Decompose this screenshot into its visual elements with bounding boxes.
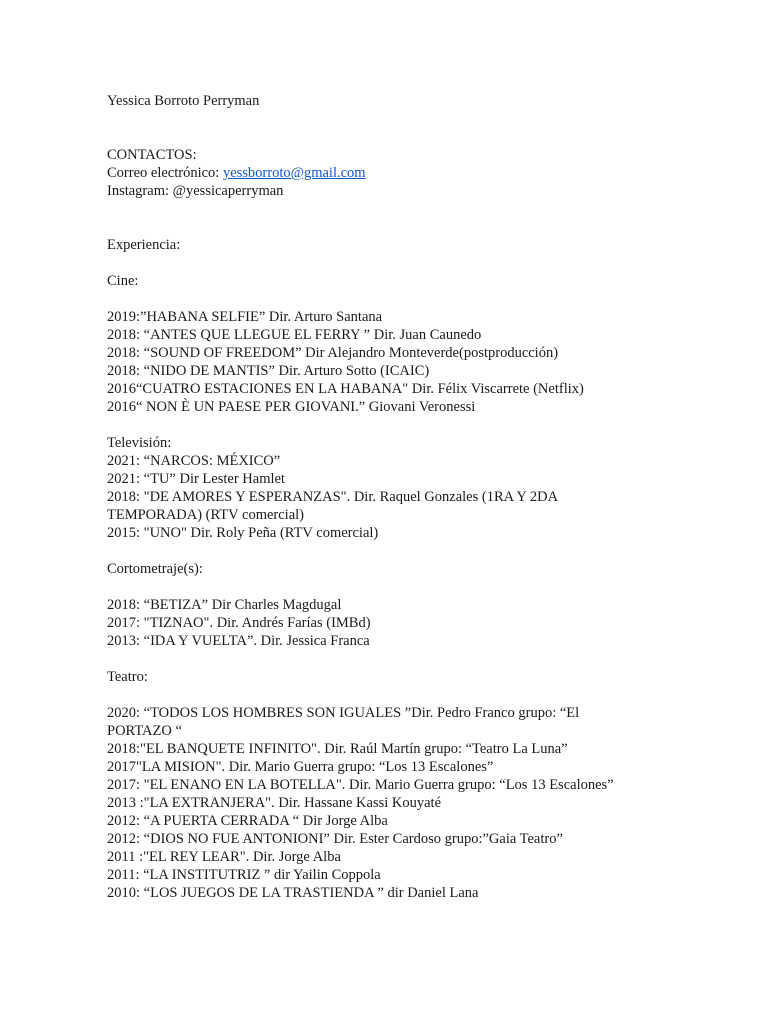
contacts-heading: CONTACTOS:	[107, 147, 197, 163]
cortometraje-item: 2017: "TIZNAO". Dir. Andrés Farías (IMBd)	[107, 615, 371, 631]
email-link[interactable]: yessborroto@gmail.com	[222, 165, 366, 181]
cortometraje-item: 2013: “IDA Y VUELTA”. Dir. Jessica Franca	[107, 633, 370, 649]
teatro-item: 2020: “TODOS LOS HOMBRES SON IGUALES ”Dir. Pedro Franco grupo: “El	[107, 705, 580, 721]
cine-item: 2018: “SOUND OF FREEDOM” Dir Alejandro Monteverde(postproducción)	[107, 345, 559, 361]
cine-item: 2018: “ANTES QUE LLEGUE EL FERRY ” Dir. Juan Caunedo	[107, 327, 482, 343]
teatro-item: 2017"LA MISION". Dir. Mario Guerra grupo: “Los 13 Escalones”	[107, 759, 494, 775]
teatro-item: 2011 :"EL REY LEAR". Dir. Jorge Alba	[107, 849, 341, 865]
experience-heading: Experiencia:	[107, 237, 181, 253]
cine-item: 2018: “NIDO DE MANTIS” Dir. Arturo Sotto (ICAIC)	[107, 363, 430, 379]
television-item: 2021: “TU” Dir Lester Hamlet	[107, 471, 285, 487]
teatro-item: 2010: “LOS JUEGOS DE LA TRASTIENDA ” dir Daniel Lana	[107, 885, 479, 901]
instagram-line: Instagram: @yessicaperryman	[107, 183, 284, 199]
teatro-item: 2011: “LA INSTITUTRIZ ” dir Yailin Coppola	[107, 867, 381, 883]
cine-item: 2019:”HABANA SELFIE” Dir. Arturo Santana	[107, 309, 383, 325]
teatro-item: 2012: “DIOS NO FUE ANTONIONI” Dir. Ester Cardoso grupo:”Gaia Teatro”	[107, 831, 563, 847]
resume-body	[107, 92, 707, 902]
television-item: 2021: “NARCOS: MÉXICO”	[107, 453, 281, 469]
teatro-item: 2018:"EL BANQUETE INFINITO". Dir. Raúl Martín grupo: “Teatro La Luna”	[107, 741, 568, 757]
teatro-item: PORTAZO “	[107, 723, 182, 739]
television-item: 2015: "UNO" Dir. Roly Peña (RTV comercial)	[107, 525, 379, 541]
cortometraje-item: 2018: “BETIZA” Dir Charles Magdugal	[107, 597, 342, 613]
cortometraje-heading: Cortometraje(s):	[107, 561, 203, 577]
teatro-item: 2013 :"LA EXTRANJERA". Dir. Hassane Kassi Kouyaté	[107, 795, 442, 811]
television-item: 2018: "DE AMORES Y ESPERANZAS". Dir. Raquel Gonzales (1RA Y 2DA	[107, 489, 559, 505]
television-item: TEMPORADA) (RTV comercial)	[107, 507, 304, 523]
cine-item: 2016“ NON È UN PAESE PER GIOVANI.” Giovani Veronessi	[107, 399, 476, 415]
cine-heading: Cine:	[107, 273, 139, 289]
email-line	[107, 164, 707, 182]
teatro-item: 2017: "EL ENANO EN LA BOTELLA". Dir. Mario Guerra grupo: “Los 13 Escalones”	[107, 777, 614, 793]
television-heading: Televisión:	[107, 435, 172, 451]
teatro-item: 2012: “A PUERTA CERRADA “ Dir Jorge Alba	[107, 813, 388, 829]
teatro-heading: Teatro:	[107, 669, 148, 685]
cine-item: 2016“CUATRO ESTACIONES EN LA HABANA" Dir. Félix Viscarrete (Netflix)	[107, 381, 584, 397]
email-label: Correo electrónico:	[107, 165, 223, 181]
person-name: Yessica Borroto Perryman	[107, 93, 260, 109]
